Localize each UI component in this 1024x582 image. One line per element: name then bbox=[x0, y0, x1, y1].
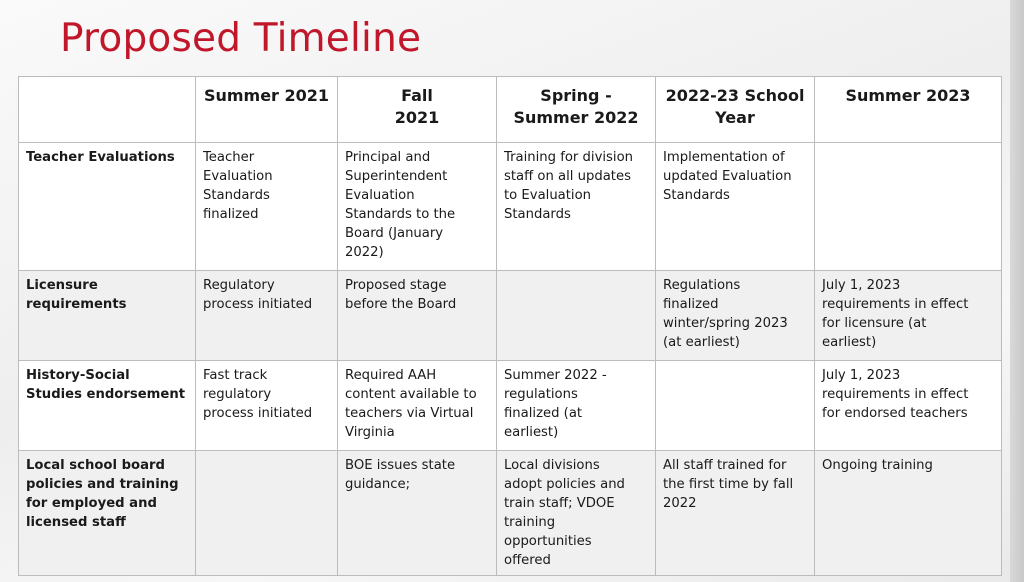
table-cell: Teacher Evaluation Standards finalized bbox=[196, 143, 338, 271]
table-cell: Principal and Superintendent Evaluation Standards to the Board (January 2022) bbox=[338, 143, 497, 271]
table-cell: Local divisions adopt policies and train staff; VDOE training opportunities offered bbox=[497, 451, 656, 576]
table-cell bbox=[497, 271, 656, 361]
table-cell: Regulatory process initiated bbox=[196, 271, 338, 361]
table-cell: All staff trained for the first time by fall 2022 bbox=[656, 451, 815, 576]
column-header: 2022-23 School Year bbox=[656, 77, 815, 143]
table-row bbox=[19, 271, 1002, 361]
table-cell: Proposed stage before the Board bbox=[338, 271, 497, 361]
row-header: Licensure requirements bbox=[19, 271, 196, 361]
row-header: Local school board policies and training for employed and licensed staff bbox=[19, 451, 196, 576]
table-cell: July 1, 2023 requirements in effect for licensure (at earliest) bbox=[815, 271, 1002, 361]
header-row bbox=[19, 77, 1002, 143]
table-cell: July 1, 2023 requirements in effect for endorsed teachers bbox=[815, 361, 1002, 451]
row-header: History-Social Studies endorsement bbox=[19, 361, 196, 451]
table-cell: Implementation of updated Evaluation Standards bbox=[656, 143, 815, 271]
table-row bbox=[19, 361, 1002, 451]
table-row bbox=[19, 451, 1002, 576]
table-cell: BOE issues state guidance; bbox=[338, 451, 497, 576]
slide-edge-shadow bbox=[1010, 0, 1024, 582]
table-cell: Required AAH content available to teachers via Virtual Virginia bbox=[338, 361, 497, 451]
column-header: Fall 2021 bbox=[338, 77, 497, 143]
table-cell: Fast track regulatory process initiated bbox=[196, 361, 338, 451]
column-header: Spring - Summer 2022 bbox=[497, 77, 656, 143]
column-header: Summer 2021 bbox=[196, 77, 338, 143]
table-row bbox=[19, 143, 1002, 271]
header-corner-cell bbox=[19, 77, 196, 143]
row-header: Teacher Evaluations bbox=[19, 143, 196, 271]
table-cell bbox=[656, 361, 815, 451]
table-cell: Ongoing training bbox=[815, 451, 1002, 576]
column-header: Summer 2023 bbox=[815, 77, 1002, 143]
slide-title: Proposed Timeline bbox=[60, 16, 422, 61]
timeline-table bbox=[18, 76, 1002, 576]
table-cell: Regulations finalized winter/spring 2023 (at earliest) bbox=[656, 271, 815, 361]
table-cell: Summer 2022 - regulations finalized (at earliest) bbox=[497, 361, 656, 451]
table-cell bbox=[196, 451, 338, 576]
table-cell bbox=[815, 143, 1002, 271]
table-cell: Training for division staff on all updates to Evaluation Standards bbox=[497, 143, 656, 271]
